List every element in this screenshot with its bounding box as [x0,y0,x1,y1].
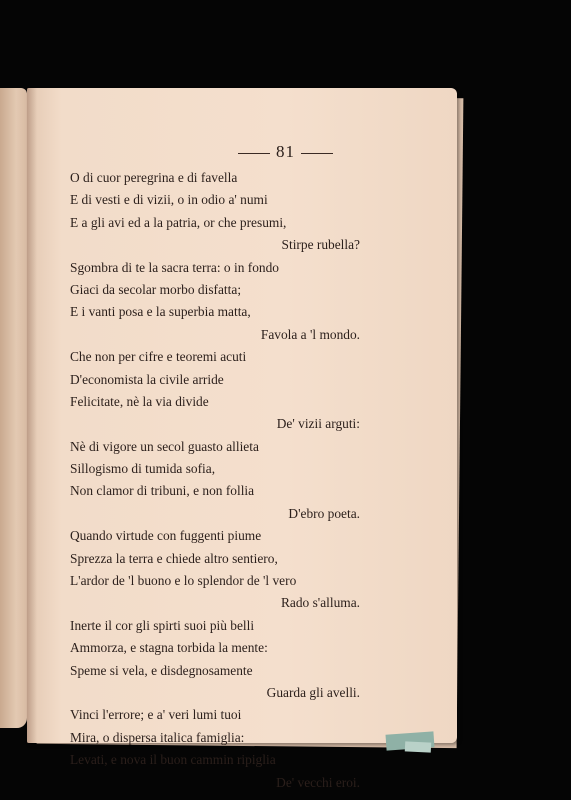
poem-line: Che non per cifre e teoremi acuti [70,349,247,365]
poem-line: D'ebro poeta. [288,505,360,521]
poem-line: E di vesti e di vizii, o in odio a' numi [70,192,268,208]
poem-line: E i vanti posa e la superbia matta, [70,304,251,320]
left-page-edge [0,88,27,728]
poem-line: E a gli avi ed a la patria, or che presumi, [70,214,287,230]
poem-line: Quando virtude con fuggenti piume [70,528,262,544]
page-gutter [27,88,37,743]
poem-line: Favola a 'l mondo. [260,326,360,342]
poem-line: De' vecchi eroi. [276,774,360,790]
poem-line: O di cuor peregrina e di favella [70,170,238,185]
poem-line: Ammorza, e stagna torbida la mente: [70,640,268,656]
poem-line: Levati, e nova il buon cammin ripiglia [70,752,276,768]
poem-line: Felicitate, nè la via divide [70,393,209,409]
header-dash-right [301,153,333,154]
poem-line: Rado s'alluma. [280,595,360,611]
poem-line: Giaci da secolar morbo disfatta; [70,281,242,297]
poem-line: Speme si vela, e disdegnosamente [70,662,253,678]
poem-line: L'ardor de 'l buono e lo splendor de 'l vero [70,573,297,589]
bookmark-tab-small [405,741,431,752]
poem-line: Vinci l'errore; e a' veri lumi tuoi [70,707,242,723]
poem-line: Inerte il cor gli spirti suoi più belli [70,617,255,633]
poem-line: De' vizii arguti: [276,416,360,432]
page-number: 81 [276,142,295,161]
poem-line: Stirpe rubella? [281,237,360,253]
poem-line: Sillogismo di tumida sofia, [70,461,216,477]
poem-line: Mira, o dispersa italica famiglia: [70,729,245,745]
poem-line: D'economista la civile arride [70,371,224,387]
poem-line: Nè di vigore un secol guasto allieta [70,438,259,454]
page-header [0,142,571,162]
poem-line: Guarda gli avelli. [266,684,360,700]
poem-line: Non clamor di tribuni, e non follia [70,483,255,499]
poem-text [70,167,360,794]
poem-line: Sgombra di te la sacra terra: o in fondo [70,259,279,275]
poem-line: Sprezza la terra e chiede altro sentiero, [70,550,278,566]
header-dash-left [238,153,270,154]
